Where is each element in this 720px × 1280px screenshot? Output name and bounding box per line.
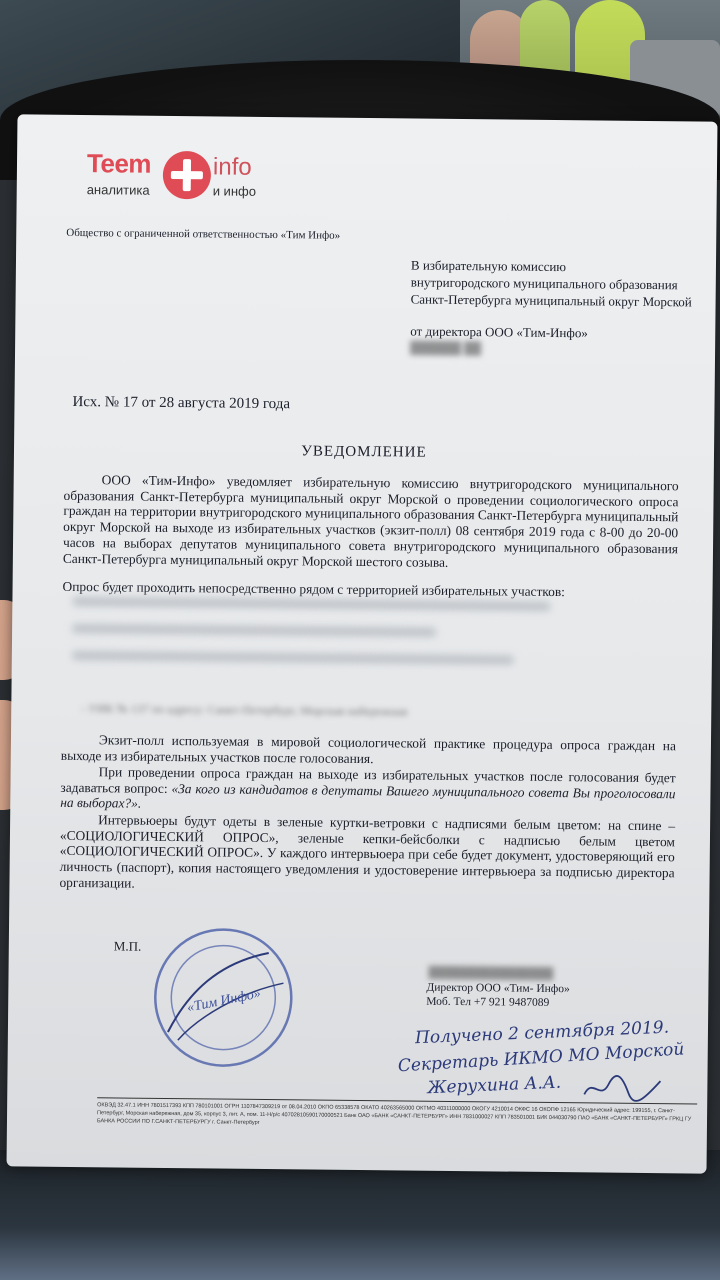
paragraph-main: ООО «Тим-Инфо» уведомляет избирательную комиссию внутригородского муниципального образования Санкт-Петербурга муниципальный округ Морской о проведении социологического опроса граждан на территории внутригородского муниципального образования Санкт-Петербурга муниципальный округ Морской на выходе из избирательных участков (экзит-полл) 08 сентября 2019 года с 8-00 до 20-00 часов на выборах депутатов муниципального совета внутригородского муниципального образования Санкт-Петербурга муниципальный округ Морской шестого созыва. [62,472,679,570]
recipient-line: Санкт-Петербурга муниципальный округ Морской [410,291,692,310]
handwritten-name: Жерухина А.А. [427,1072,562,1099]
logo-and-info: и инфо [212,183,257,199]
redacted-location-item: - УИК № 137 по адресу: Санкт-Петербург, Морская набережная [81,701,408,719]
logo-info: info [212,153,252,181]
director-phone: Моб. Тел +7 921 9487089 [426,995,550,1009]
stamp-text: «Тим Инфо» [185,986,263,1016]
company-logo [87,148,268,210]
logo-teem: Teem [86,148,152,179]
logo-analytics: аналитика [86,182,150,198]
recipient-block [411,256,702,310]
redacted-name: ██████ ██ [410,340,482,356]
company-name: Общество с ограниченной ответственностью «Тим Инфо» [66,226,341,242]
paragraph-locations: Опрос будет проходить непосредственно рядом с территорией избирательных участков: [62,578,565,600]
outgoing-number: Исх. № 17 от 28 августа 2019 года [72,393,291,413]
handwritten-signature [582,1072,662,1103]
company-stamp [148,922,300,1074]
recipient-line: В избирательную комиссию [410,257,567,275]
recipient-line: внутригородского муниципального образования [410,274,678,293]
stamp-place-label: М.П. [113,938,142,954]
logo-plus-icon [163,151,212,200]
director-block [426,981,570,1010]
document-title: УВЕДОМЛЕНИЕ [301,443,427,461]
question-text: «За кого из кандидатов в депутаты Вашего муниципального совета Вы проголосовали на выборах?». [60,780,676,812]
handwritten-received: Получено 2 сентября 2019. [414,1017,670,1049]
paragraph-question [60,764,675,818]
notice-document [7,114,718,1173]
redacted-location-list [72,597,593,692]
handwritten-secretary: Секретарь ИКМО МО Морской [397,1039,685,1077]
redacted-director-name: ████████████████ [428,966,554,981]
footer-requisites: ОКВЭД 32.47.1 ИНН 7801517393 КПП 780101001 ОГРН 1107847309219 от 08.04.2010 ОКПО 65338578 ОКАТО 40263565000 ОКТМО 40311000000 ОКОГУ 4210014 ОКФС 16 ОКОПФ 12165 Юридический адрес: 199155, г. Санкт-Петербург, Морская набережная, дом 35, корпус 3, лит. А, пом. 11-Н/р/с 40702810590170000521 Банк ОАО «БАНК «САНКТ-ПЕТЕРБУРГ» ИНН 7831000027 КПП 783501001 БИК 044030790 ПАО «БАНК «САНКТ-ПЕТЕРБУРГ» ГРКЦ ГУ БАНКА РОССИИ ПО Г.САНКТ-ПЕТЕРБУРГУ г. Санкт-Петербург [96,1102,692,1126]
question-intro: При проведении опроса граждан на выходе из избирательных участков после голосования будет задаваться вопрос: [60,764,676,796]
sender-line: от директора ООО «Тим-Инфо» [410,323,588,341]
director-title: Директор ООО «Тим- Инфо» [426,981,570,996]
paragraph-exit-poll: Экзит-полл используемая в мировой социологической практике процедура опроса граждан на выходе из избирательных участков после голосования. [60,732,677,766]
paragraph-interviewers: Интервьюеры будут одеты в зеленые куртки-ветровки с надписями белым цветом: на спине – «СОЦИОЛОГИЧЕСКИЙ ОПРОС», зеленые кепки-бейсболки с надписью белым цветом «СОЦИОЛОГИЧЕСКИЙ ОПРОС». У каждого интервьюера при себе будет документ, удостоверяющий его личность (паспорт), копия настоящего уведомления и удостоверение интервьюера за подписью директора организации. [59,812,676,891]
